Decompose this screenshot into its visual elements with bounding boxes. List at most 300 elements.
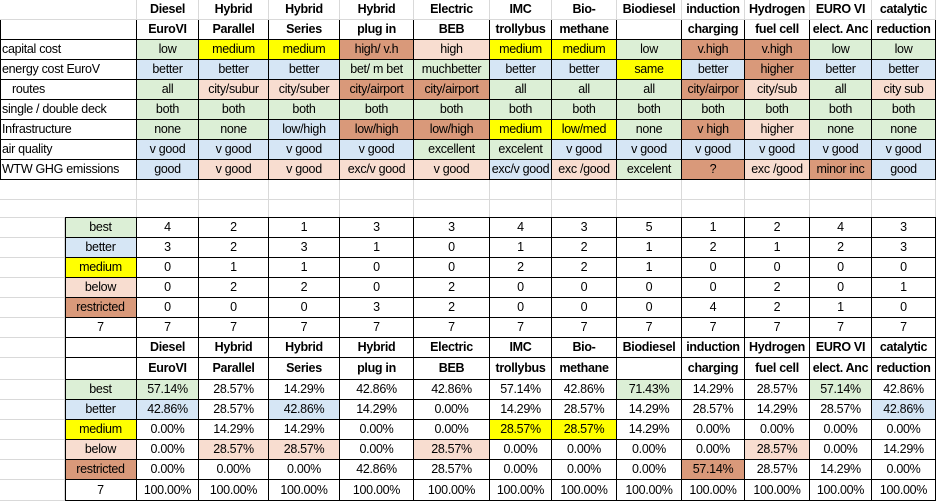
percent-cell[interactable]: 0.00% <box>490 440 552 460</box>
count-cell[interactable]: 1 <box>340 238 414 258</box>
column-header[interactable]: IMC <box>490 0 552 20</box>
empty-cell[interactable] <box>340 200 414 218</box>
count-cell[interactable]: 3 <box>872 218 936 238</box>
count-cell[interactable]: 2 <box>552 258 617 278</box>
rating-cell[interactable]: better <box>682 60 745 80</box>
rating-cell[interactable]: same <box>617 60 682 80</box>
empty-cell[interactable] <box>745 180 810 200</box>
percent-cell[interactable]: 100.00% <box>137 480 199 501</box>
empty-cell[interactable] <box>872 200 936 218</box>
rating-cell[interactable]: both <box>199 100 269 120</box>
column-header-sub[interactable]: fuel cell <box>745 358 810 380</box>
percent-label[interactable]: medium <box>65 420 137 440</box>
percent-cell[interactable]: 42.86% <box>269 400 340 420</box>
count-cell[interactable]: 1 <box>199 258 269 278</box>
rating-cell[interactable]: both <box>414 100 490 120</box>
percent-cell[interactable]: 0.00% <box>745 420 810 440</box>
count-cell[interactable]: 0 <box>490 278 552 298</box>
column-header-sub[interactable]: elect. Anc <box>810 20 872 40</box>
percent-cell[interactable]: 57.14% <box>137 380 199 400</box>
percent-cell[interactable]: 0.00% <box>682 440 745 460</box>
count-cell[interactable]: 2 <box>199 278 269 298</box>
rating-cell[interactable]: low/med <box>552 120 617 140</box>
column-header-sub[interactable]: trollybus <box>490 20 552 40</box>
column-header[interactable]: catalytic <box>872 338 936 358</box>
percent-label[interactable]: 7 <box>65 480 137 501</box>
empty-cell[interactable] <box>682 180 745 200</box>
rating-cell[interactable]: good <box>137 160 199 180</box>
rating-cell[interactable]: ? <box>682 160 745 180</box>
percent-label[interactable]: restricted <box>65 460 137 480</box>
rating-cell[interactable]: both <box>745 100 810 120</box>
rating-cell[interactable]: v.high <box>745 40 810 60</box>
percent-cell[interactable]: 0.00% <box>340 440 414 460</box>
count-cell[interactable]: 0 <box>137 278 199 298</box>
rating-cell[interactable]: medium <box>552 40 617 60</box>
count-label[interactable]: best <box>65 218 137 238</box>
rating-cell[interactable]: muchbetter <box>414 60 490 80</box>
count-cell[interactable]: 0 <box>682 278 745 298</box>
rating-cell[interactable]: high/ v.h <box>340 40 414 60</box>
empty-cell[interactable] <box>0 358 65 380</box>
percent-cell[interactable]: 0.00% <box>552 440 617 460</box>
empty-cell[interactable] <box>0 238 65 258</box>
count-cell[interactable]: 1 <box>872 278 936 298</box>
percent-cell[interactable]: 100.00% <box>810 480 872 501</box>
percent-cell[interactable]: 14.29% <box>340 400 414 420</box>
rating-cell[interactable]: all <box>552 80 617 100</box>
count-cell[interactable]: 7 <box>340 318 414 338</box>
count-cell[interactable]: 0 <box>872 298 936 318</box>
count-cell[interactable]: 5 <box>617 218 682 238</box>
percent-cell[interactable]: 0.00% <box>617 440 682 460</box>
percent-cell[interactable]: 100.00% <box>552 480 617 501</box>
rating-cell[interactable]: all <box>617 80 682 100</box>
empty-cell[interactable] <box>0 420 65 440</box>
percent-cell[interactable]: 28.57% <box>682 400 745 420</box>
percent-cell[interactable]: 14.29% <box>617 400 682 420</box>
column-header-sub[interactable]: trollybus <box>490 358 552 380</box>
rating-cell[interactable]: low <box>872 40 936 60</box>
empty-cell[interactable] <box>199 200 269 218</box>
empty-cell[interactable] <box>490 200 552 218</box>
empty-cell[interactable] <box>617 200 682 218</box>
count-cell[interactable]: 4 <box>682 298 745 318</box>
empty-cell[interactable] <box>0 278 65 298</box>
rating-cell[interactable]: city/sub <box>745 80 810 100</box>
percent-cell[interactable]: 14.29% <box>745 400 810 420</box>
rating-cell[interactable]: v good <box>340 140 414 160</box>
column-header[interactable]: Bio- <box>552 338 617 358</box>
percent-cell[interactable]: 0.00% <box>414 420 490 440</box>
percent-cell[interactable]: 0.00% <box>137 420 199 440</box>
count-cell[interactable]: 4 <box>810 218 872 238</box>
rating-cell[interactable]: better <box>137 60 199 80</box>
count-cell[interactable]: 0 <box>137 258 199 278</box>
rating-cell[interactable]: excellent <box>414 140 490 160</box>
column-header[interactable]: Electric <box>414 338 490 358</box>
column-header[interactable]: Hydrogen <box>745 338 810 358</box>
count-cell[interactable]: 7 <box>414 318 490 338</box>
column-header-sub[interactable]: methane <box>552 358 617 380</box>
percent-cell[interactable]: 0.00% <box>340 420 414 440</box>
count-cell[interactable]: 7 <box>617 318 682 338</box>
percent-cell[interactable]: 42.86% <box>552 380 617 400</box>
count-cell[interactable]: 7 <box>745 318 810 338</box>
rating-cell[interactable]: both <box>617 100 682 120</box>
rating-cell[interactable]: city/airpor <box>682 80 745 100</box>
percent-cell[interactable]: 28.57% <box>199 380 269 400</box>
count-cell[interactable]: 0 <box>340 278 414 298</box>
percent-cell[interactable]: 14.29% <box>490 400 552 420</box>
column-header[interactable]: induction <box>682 338 745 358</box>
rating-cell[interactable]: v good <box>199 140 269 160</box>
rating-cell[interactable]: excelent <box>617 160 682 180</box>
rating-cell[interactable]: exc/v good <box>340 160 414 180</box>
column-header[interactable]: IMC <box>490 338 552 358</box>
percent-cell[interactable]: 28.57% <box>745 380 810 400</box>
count-cell[interactable]: 0 <box>682 258 745 278</box>
rating-cell[interactable]: v good <box>872 140 936 160</box>
percent-label[interactable]: below <box>65 440 137 460</box>
column-header[interactable]: Hybrid <box>199 0 269 20</box>
corner-cell[interactable] <box>0 20 137 40</box>
count-cell[interactable]: 7 <box>552 318 617 338</box>
rating-cell[interactable]: v good <box>617 140 682 160</box>
corner-cell[interactable] <box>65 338 137 358</box>
rating-cell[interactable]: v good <box>414 160 490 180</box>
empty-cell[interactable] <box>552 200 617 218</box>
rating-cell[interactable]: v good <box>682 140 745 160</box>
rating-cell[interactable]: none <box>617 120 682 140</box>
count-cell[interactable]: 0 <box>810 258 872 278</box>
rating-cell[interactable]: v good <box>269 140 340 160</box>
empty-cell[interactable] <box>0 400 65 420</box>
count-cell[interactable]: 2 <box>552 238 617 258</box>
empty-cell[interactable] <box>0 298 65 318</box>
percent-cell[interactable]: 42.86% <box>872 400 936 420</box>
rating-cell[interactable]: both <box>340 100 414 120</box>
column-header-sub[interactable]: Parallel <box>199 358 269 380</box>
column-header[interactable]: EURO VI <box>810 338 872 358</box>
percent-cell[interactable]: 28.57% <box>745 440 810 460</box>
rating-cell[interactable]: v good <box>552 140 617 160</box>
empty-cell[interactable] <box>0 200 137 218</box>
empty-cell[interactable] <box>810 180 872 200</box>
empty-cell[interactable] <box>0 218 65 238</box>
rating-cell[interactable]: city/subur <box>199 80 269 100</box>
count-cell[interactable]: 0 <box>137 298 199 318</box>
rating-cell[interactable]: low/high <box>340 120 414 140</box>
percent-cell[interactable]: 28.57% <box>552 400 617 420</box>
column-header[interactable]: Biodiesel <box>617 338 682 358</box>
count-cell[interactable]: 2 <box>269 278 340 298</box>
count-cell[interactable]: 7 <box>810 318 872 338</box>
column-header[interactable]: Hybrid <box>199 338 269 358</box>
column-header[interactable]: Hybrid <box>269 0 340 20</box>
percent-cell[interactable]: 42.86% <box>872 380 936 400</box>
count-cell[interactable]: 2 <box>745 278 810 298</box>
count-cell[interactable]: 7 <box>872 318 936 338</box>
empty-cell[interactable] <box>682 200 745 218</box>
column-header-sub[interactable]: charging <box>682 20 745 40</box>
percent-cell[interactable]: 0.00% <box>682 420 745 440</box>
percent-cell[interactable]: 14.29% <box>199 420 269 440</box>
percent-cell[interactable]: 14.29% <box>617 420 682 440</box>
rating-cell[interactable]: v good <box>810 140 872 160</box>
rating-cell[interactable]: both <box>137 100 199 120</box>
percent-cell[interactable]: 28.57% <box>490 420 552 440</box>
percent-cell[interactable]: 0.00% <box>137 440 199 460</box>
empty-cell[interactable] <box>810 200 872 218</box>
rating-cell[interactable]: both <box>490 100 552 120</box>
rating-cell[interactable]: low <box>810 40 872 60</box>
column-header-sub[interactable]: reduction <box>872 358 936 380</box>
column-header[interactable]: EURO VI <box>810 0 872 20</box>
count-cell[interactable]: 0 <box>199 298 269 318</box>
percent-cell[interactable]: 0.00% <box>872 460 936 480</box>
count-cell[interactable]: 0 <box>617 298 682 318</box>
rating-cell[interactable]: higher <box>745 120 810 140</box>
rating-cell[interactable]: v good <box>269 160 340 180</box>
count-cell[interactable]: 3 <box>872 238 936 258</box>
row-label[interactable]: single / double deck <box>0 100 137 120</box>
count-cell[interactable]: 2 <box>199 218 269 238</box>
count-cell[interactable]: 0 <box>745 258 810 278</box>
empty-cell[interactable] <box>0 180 137 200</box>
percent-cell[interactable]: 0.00% <box>810 440 872 460</box>
count-cell[interactable]: 1 <box>810 298 872 318</box>
count-cell[interactable]: 2 <box>414 298 490 318</box>
rating-cell[interactable]: city/airport <box>414 80 490 100</box>
count-label[interactable]: medium <box>65 258 137 278</box>
percent-cell[interactable]: 42.86% <box>137 400 199 420</box>
count-cell[interactable]: 2 <box>414 278 490 298</box>
percent-cell[interactable]: 14.29% <box>682 380 745 400</box>
percent-cell[interactable]: 0.00% <box>137 460 199 480</box>
rating-cell[interactable]: both <box>269 100 340 120</box>
percent-cell[interactable]: 42.86% <box>340 460 414 480</box>
count-label[interactable]: better <box>65 238 137 258</box>
percent-cell[interactable]: 100.00% <box>269 480 340 501</box>
count-cell[interactable]: 3 <box>340 298 414 318</box>
column-header[interactable]: Diesel <box>137 0 199 20</box>
percent-cell[interactable]: 0.00% <box>269 460 340 480</box>
row-label[interactable]: capital cost <box>0 40 137 60</box>
column-header-sub[interactable] <box>617 20 682 40</box>
empty-cell[interactable] <box>269 180 340 200</box>
rating-cell[interactable]: v good <box>199 160 269 180</box>
empty-cell[interactable] <box>617 180 682 200</box>
rating-cell[interactable]: none <box>137 120 199 140</box>
count-cell[interactable]: 7 <box>490 318 552 338</box>
percent-cell[interactable]: 71.43% <box>617 380 682 400</box>
rating-cell[interactable]: better <box>269 60 340 80</box>
count-cell[interactable]: 1 <box>617 258 682 278</box>
column-header[interactable]: Hybrid <box>340 338 414 358</box>
row-label[interactable]: WTW GHG emissions <box>0 160 137 180</box>
rating-cell[interactable]: exc /good <box>745 160 810 180</box>
count-cell[interactable]: 0 <box>414 258 490 278</box>
percent-cell[interactable]: 0.00% <box>617 460 682 480</box>
rating-cell[interactable]: better <box>199 60 269 80</box>
rating-cell[interactable]: none <box>810 120 872 140</box>
percent-cell[interactable]: 28.57% <box>552 420 617 440</box>
column-header-sub[interactable]: charging <box>682 358 745 380</box>
percent-cell[interactable]: 42.86% <box>340 380 414 400</box>
percent-label[interactable]: best <box>65 380 137 400</box>
percent-cell[interactable]: 0.00% <box>552 460 617 480</box>
empty-cell[interactable] <box>340 180 414 200</box>
count-cell[interactable]: 3 <box>137 238 199 258</box>
count-cell[interactable]: 7 <box>137 318 199 338</box>
count-cell[interactable]: 0 <box>810 278 872 298</box>
empty-cell[interactable] <box>199 180 269 200</box>
count-cell[interactable]: 1 <box>269 258 340 278</box>
empty-cell[interactable] <box>0 380 65 400</box>
rating-cell[interactable]: medium <box>269 40 340 60</box>
rating-cell[interactable]: both <box>552 100 617 120</box>
rating-cell[interactable]: all <box>810 80 872 100</box>
count-cell[interactable]: 1 <box>269 218 340 238</box>
percent-cell[interactable]: 28.57% <box>810 400 872 420</box>
row-label[interactable]: Infrastructure <box>0 120 137 140</box>
rating-cell[interactable]: city/airport <box>340 80 414 100</box>
column-header[interactable]: Hybrid <box>269 338 340 358</box>
column-header-sub[interactable]: Series <box>269 20 340 40</box>
empty-cell[interactable] <box>0 460 65 480</box>
empty-cell[interactable] <box>872 180 936 200</box>
empty-cell[interactable] <box>137 200 199 218</box>
column-header-sub[interactable] <box>617 358 682 380</box>
count-cell[interactable]: 7 <box>269 318 340 338</box>
count-cell[interactable]: 3 <box>414 218 490 238</box>
count-cell[interactable]: 2 <box>745 218 810 238</box>
column-header[interactable]: Hybrid <box>340 0 414 20</box>
column-header-sub[interactable]: Series <box>269 358 340 380</box>
rating-cell[interactable]: all <box>490 80 552 100</box>
column-header-sub[interactable]: BEB <box>414 358 490 380</box>
count-cell[interactable]: 0 <box>414 238 490 258</box>
count-cell[interactable]: 7 <box>682 318 745 338</box>
count-cell[interactable]: 3 <box>552 218 617 238</box>
column-header-sub[interactable]: Parallel <box>199 20 269 40</box>
percent-cell[interactable]: 57.14% <box>490 380 552 400</box>
count-label[interactable]: 7 <box>65 318 137 338</box>
column-header[interactable]: Electric <box>414 0 490 20</box>
percent-cell[interactable]: 0.00% <box>414 400 490 420</box>
row-label[interactable]: energy cost EuroV <box>0 60 137 80</box>
column-header-sub[interactable]: plug in <box>340 20 414 40</box>
percent-cell[interactable]: 28.57% <box>414 440 490 460</box>
rating-cell[interactable]: low/high <box>269 120 340 140</box>
percent-cell[interactable]: 0.00% <box>872 420 936 440</box>
rating-cell[interactable]: exc /good <box>552 160 617 180</box>
count-cell[interactable]: 2 <box>682 238 745 258</box>
column-header[interactable]: Bio- <box>552 0 617 20</box>
rating-cell[interactable]: higher <box>745 60 810 80</box>
rating-cell[interactable]: better <box>872 60 936 80</box>
empty-cell[interactable] <box>414 200 490 218</box>
count-cell[interactable]: 1 <box>682 218 745 238</box>
percent-cell[interactable]: 100.00% <box>872 480 936 501</box>
corner-cell[interactable] <box>65 358 137 380</box>
rating-cell[interactable]: better <box>810 60 872 80</box>
corner-cell[interactable] <box>0 0 137 20</box>
rating-cell[interactable]: v high <box>682 120 745 140</box>
empty-cell[interactable] <box>269 200 340 218</box>
rating-cell[interactable]: v good <box>745 140 810 160</box>
column-header[interactable]: induction <box>682 0 745 20</box>
row-label[interactable]: air quality <box>0 140 137 160</box>
count-cell[interactable]: 4 <box>490 218 552 238</box>
column-header-sub[interactable]: BEB <box>414 20 490 40</box>
percent-cell[interactable]: 57.14% <box>682 460 745 480</box>
column-header[interactable]: Hydrogen <box>745 0 810 20</box>
column-header-sub[interactable]: fuel cell <box>745 20 810 40</box>
rating-cell[interactable]: city/suber <box>269 80 340 100</box>
empty-cell[interactable] <box>0 258 65 278</box>
count-label[interactable]: below <box>65 278 137 298</box>
rating-cell[interactable]: all <box>137 80 199 100</box>
count-cell[interactable]: 2 <box>745 298 810 318</box>
count-cell[interactable]: 3 <box>269 238 340 258</box>
rating-cell[interactable]: medium <box>490 120 552 140</box>
rating-cell[interactable]: excelent <box>490 140 552 160</box>
percent-cell[interactable]: 28.57% <box>414 460 490 480</box>
percent-cell[interactable]: 0.00% <box>810 420 872 440</box>
count-cell[interactable]: 0 <box>872 258 936 278</box>
column-header-sub[interactable]: elect. Anc <box>810 358 872 380</box>
count-cell[interactable]: 4 <box>137 218 199 238</box>
count-cell[interactable]: 0 <box>269 298 340 318</box>
rating-cell[interactable]: bet/ m bet <box>340 60 414 80</box>
rating-cell[interactable]: medium <box>199 40 269 60</box>
column-header-sub[interactable]: methane <box>552 20 617 40</box>
row-label[interactable]: routes <box>0 80 137 100</box>
rating-cell[interactable]: low/high <box>414 120 490 140</box>
count-cell[interactable]: 2 <box>199 238 269 258</box>
percent-cell[interactable]: 42.86% <box>414 380 490 400</box>
rating-cell[interactable]: both <box>872 100 936 120</box>
percent-cell[interactable]: 14.29% <box>810 460 872 480</box>
percent-cell[interactable]: 28.57% <box>745 460 810 480</box>
count-cell[interactable]: 3 <box>340 218 414 238</box>
percent-cell[interactable]: 14.29% <box>872 440 936 460</box>
rating-cell[interactable]: good <box>872 160 936 180</box>
count-cell[interactable]: 1 <box>617 238 682 258</box>
count-cell[interactable]: 0 <box>490 298 552 318</box>
percent-cell[interactable]: 28.57% <box>269 440 340 460</box>
percent-cell[interactable]: 100.00% <box>617 480 682 501</box>
count-label[interactable]: restricted <box>65 298 137 318</box>
percent-cell[interactable]: 14.29% <box>269 420 340 440</box>
percent-cell[interactable]: 57.14% <box>810 380 872 400</box>
rating-cell[interactable]: low <box>617 40 682 60</box>
rating-cell[interactable]: city sub <box>872 80 936 100</box>
column-header[interactable]: Biodiesel <box>617 0 682 20</box>
rating-cell[interactable]: none <box>872 120 936 140</box>
count-cell[interactable]: 7 <box>199 318 269 338</box>
empty-cell[interactable] <box>414 180 490 200</box>
count-cell[interactable]: 0 <box>552 298 617 318</box>
rating-cell[interactable]: both <box>810 100 872 120</box>
column-header-sub[interactable]: EuroVI <box>137 20 199 40</box>
count-cell[interactable]: 0 <box>340 258 414 278</box>
empty-cell[interactable] <box>137 180 199 200</box>
percent-cell[interactable]: 14.29% <box>269 380 340 400</box>
percent-cell[interactable]: 0.00% <box>490 460 552 480</box>
